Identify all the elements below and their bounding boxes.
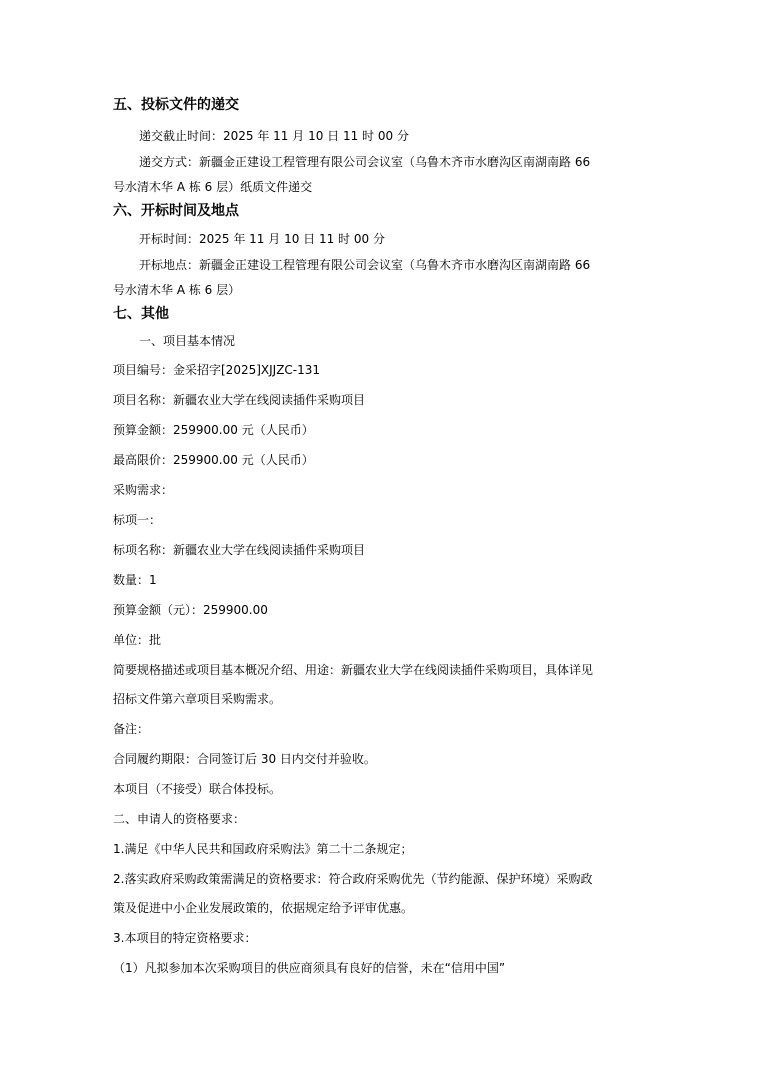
remarks-label: 备注：	[113, 722, 150, 736]
qualification-3-item-1: （1）凡拟参加本次采购项目的供应商须具有良好的信誉，未在“信用中国”	[113, 961, 506, 975]
lot-unit: 单位：批	[113, 633, 162, 647]
lot-name: 标项名称：新疆农业大学在线阅读插件采购项目	[113, 543, 366, 557]
opening-place-line1: 开标地点：新疆金正建设工程管理有限公司会议室（乌鲁木齐市水磨沟区南湖南路 66	[139, 258, 591, 272]
qualification-2-line2: 策及促进中小企业发展政策的，依据规定给予评审优惠。	[113, 901, 414, 915]
project-name: 项目名称：新疆农业大学在线阅读插件采购项目	[113, 393, 366, 407]
spec-description-line2: 招标文件第六章项目采购需求。	[113, 692, 282, 706]
submission-deadline: 递交截止时间：2025 年 11 月 10 日 11 时 00 分	[139, 129, 409, 143]
section-heading-submission: 五、投标文件的递交	[113, 97, 239, 113]
lot-quantity: 数量：1	[113, 573, 157, 587]
section-heading-opening: 六、开标时间及地点	[113, 203, 239, 219]
budget-amount: 预算金额：259900.00 元（人民币）	[113, 423, 314, 437]
contract-period: 合同履约期限：合同签订后 30 日内交付并验收。	[113, 752, 376, 766]
subheading-qualifications: 二、申请人的资格要求：	[113, 812, 246, 826]
lot-one: 标项一：	[113, 513, 162, 527]
procurement-requirements: 采购需求：	[113, 483, 174, 497]
opening-time: 开标时间：2025 年 11 月 10 日 11 时 00 分	[139, 232, 385, 246]
project-number: 项目编号：金采招字[2025]XJJZC-131	[113, 363, 321, 377]
subheading-project-info: 一、项目基本情况	[139, 334, 236, 348]
section-heading-other: 七、其他	[113, 306, 169, 322]
submission-method-line1: 递交方式：新疆金正建设工程管理有限公司会议室（乌鲁木齐市水磨沟区南湖南路 66	[139, 155, 591, 169]
consortium-statement: 本项目（不接受）联合体投标。	[113, 782, 282, 796]
max-price: 最高限价：259900.00 元（人民币）	[113, 453, 314, 467]
submission-method-line2: 号水清木华 A 栋 6 层）纸质文件递交	[113, 180, 313, 194]
qualification-1: 1.满足《中华人民共和国政府采购法》第二十二条规定；	[113, 842, 413, 856]
qualification-3: 3.本项目的特定资格要求：	[113, 931, 257, 945]
opening-place-line2: 号水清木华 A 栋 6 层）	[113, 283, 241, 297]
lot-budget: 预算金额（元）：259900.00	[113, 603, 268, 617]
qualification-2-line1: 2.落实政府采购政策需满足的资格要求：符合政府采购优先（节约能源、保护环境）采购政	[113, 872, 593, 886]
spec-description-line1: 简要规格描述或项目基本概况介绍、用途：新疆农业大学在线阅读插件采购项目，具体详见	[113, 663, 594, 677]
